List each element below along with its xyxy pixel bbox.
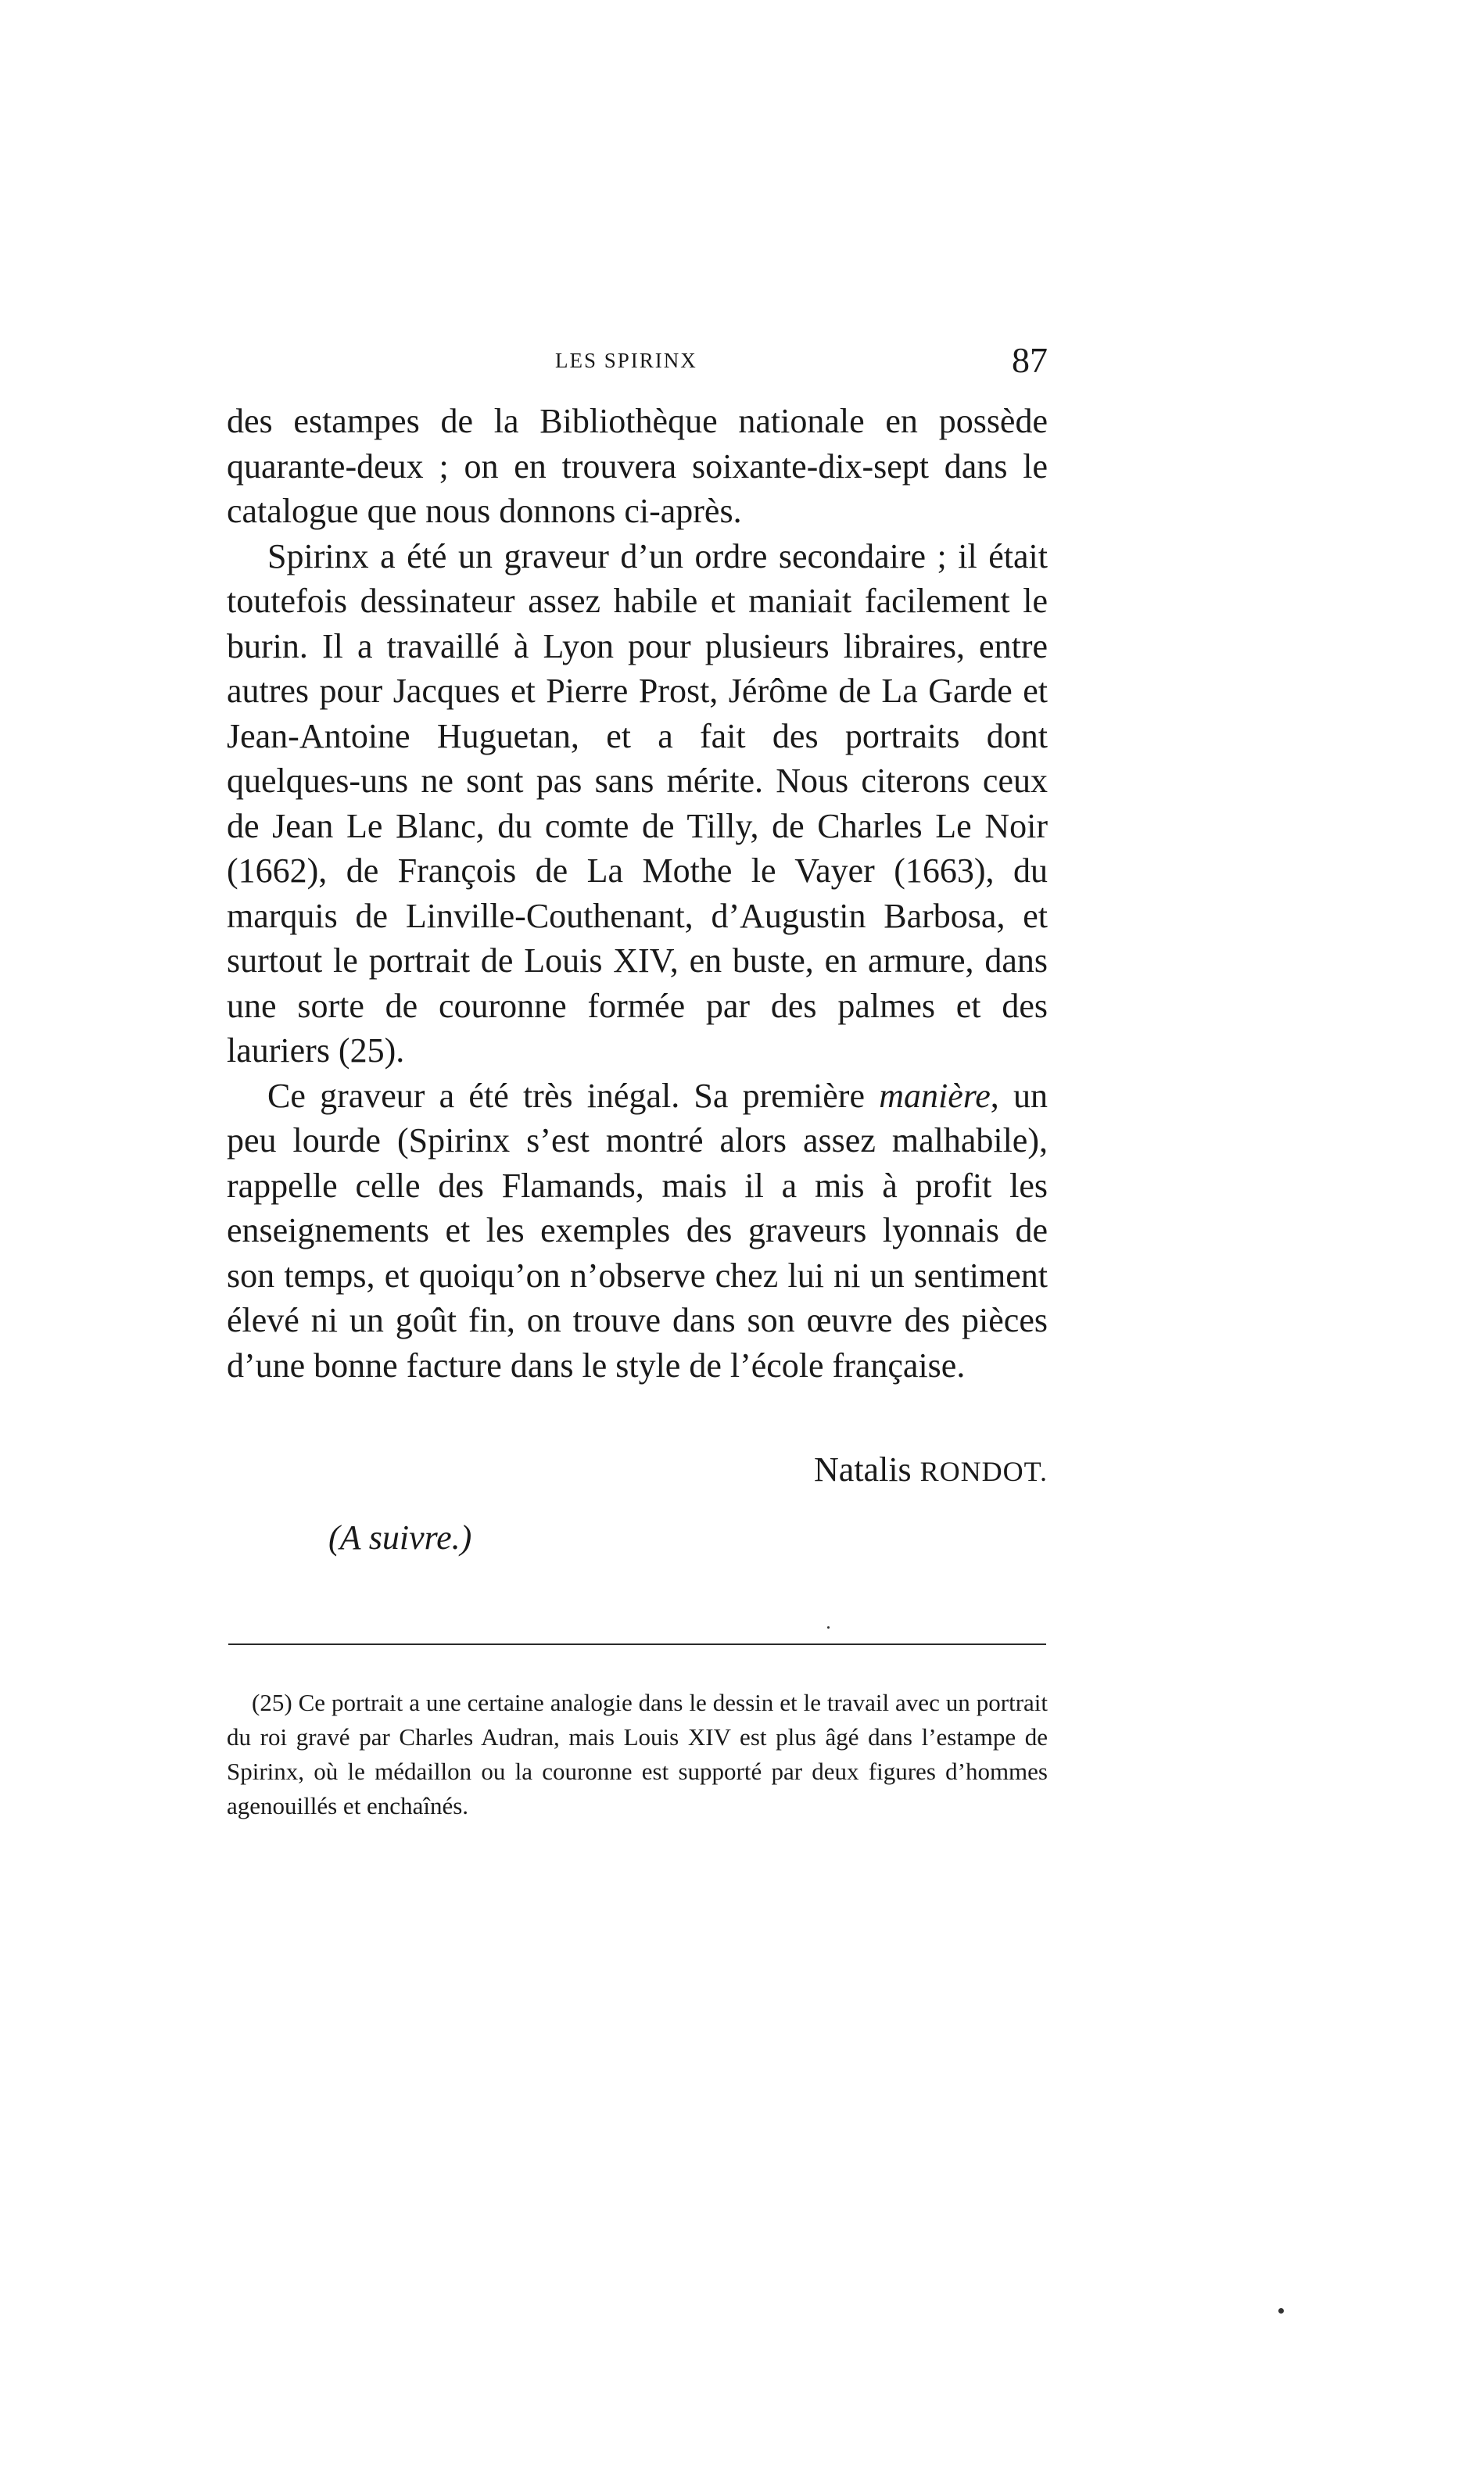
running-title: LES SPIRINX <box>555 349 697 372</box>
to-be-continued-text: (A suivre.) <box>328 1518 472 1557</box>
running-head <box>227 342 1048 389</box>
paragraph-3 <box>227 1074 1048 1389</box>
paragraph-3-start: Ce graveur a été très inégal. Sa première <box>267 1076 880 1115</box>
body-text <box>227 399 1048 1388</box>
paragraph-2: Spirinx a été un graveur d’un ordre secondaire ; il était toutefois dessinateur assez habile et maniait facilement le burin. Il a travaillé à Lyon pour plusieurs libraires, entre autres pour Jacques et Pierre Prost, Jérôme de La Garde et Jean-Antoine Huguetan, et a fait des portraits dont quelques-uns ne sont pas sans mérite. Nous citerons ceux de Jean Le Blanc, du comte de Tilly, de Charles Le Noir (1662), de François de La Mothe le Vayer (1663), du marquis de Linville-Couthenant, d’Augustin Barbosa, et surtout le portrait de Louis XIV, en buste, en armure, dans une sorte de couronne formée par des palmes et des lauriers (25). <box>227 536 1048 1070</box>
author-first-name: Natalis <box>814 1450 912 1489</box>
italic-term-maniere: manière <box>879 1076 991 1115</box>
paragraph-3-rest: , un peu lourde (Spirinx s’est montré alors assez malhabile), rappelle celle des Flamands, mais il a mis à profit les enseignements et les exemples des graveurs lyonnais de son temps, et quoiqu’on n’observe chez lui ni un sentiment élevé ni un goût fin, on trouve dans son œuvre des pièces d’une bonne facture dans le style de l’école française. <box>227 1076 1048 1385</box>
page-number: 87 <box>1012 340 1048 380</box>
to-be-continued <box>328 1518 471 1557</box>
footnote-25: (25) Ce portrait a une certaine analogie dans le dessin et le travail avec un portrait du roi gravé par Charles Audran, mais Louis XIV est plus âgé dans l’estampe de Spirinx, où le médaillon ou la couronne est supporté par deux figures d’hommes agenouillés et enchaînés. <box>227 1689 1048 1819</box>
paper-speck <box>827 1626 830 1629</box>
paper-speck <box>1278 2308 1284 2314</box>
footnote-separator <box>228 1643 1046 1645</box>
paragraph-1: des estampes de la Bibliothèque nationale en possède quarante-deux ; on en trouvera soixante-dix-sept dans le catalogue que nous donnons ci-après. <box>227 402 1048 530</box>
author-signature <box>814 1450 1048 1489</box>
author-last-name: RONDOT. <box>919 1456 1048 1487</box>
footnote <box>227 1686 1048 1823</box>
